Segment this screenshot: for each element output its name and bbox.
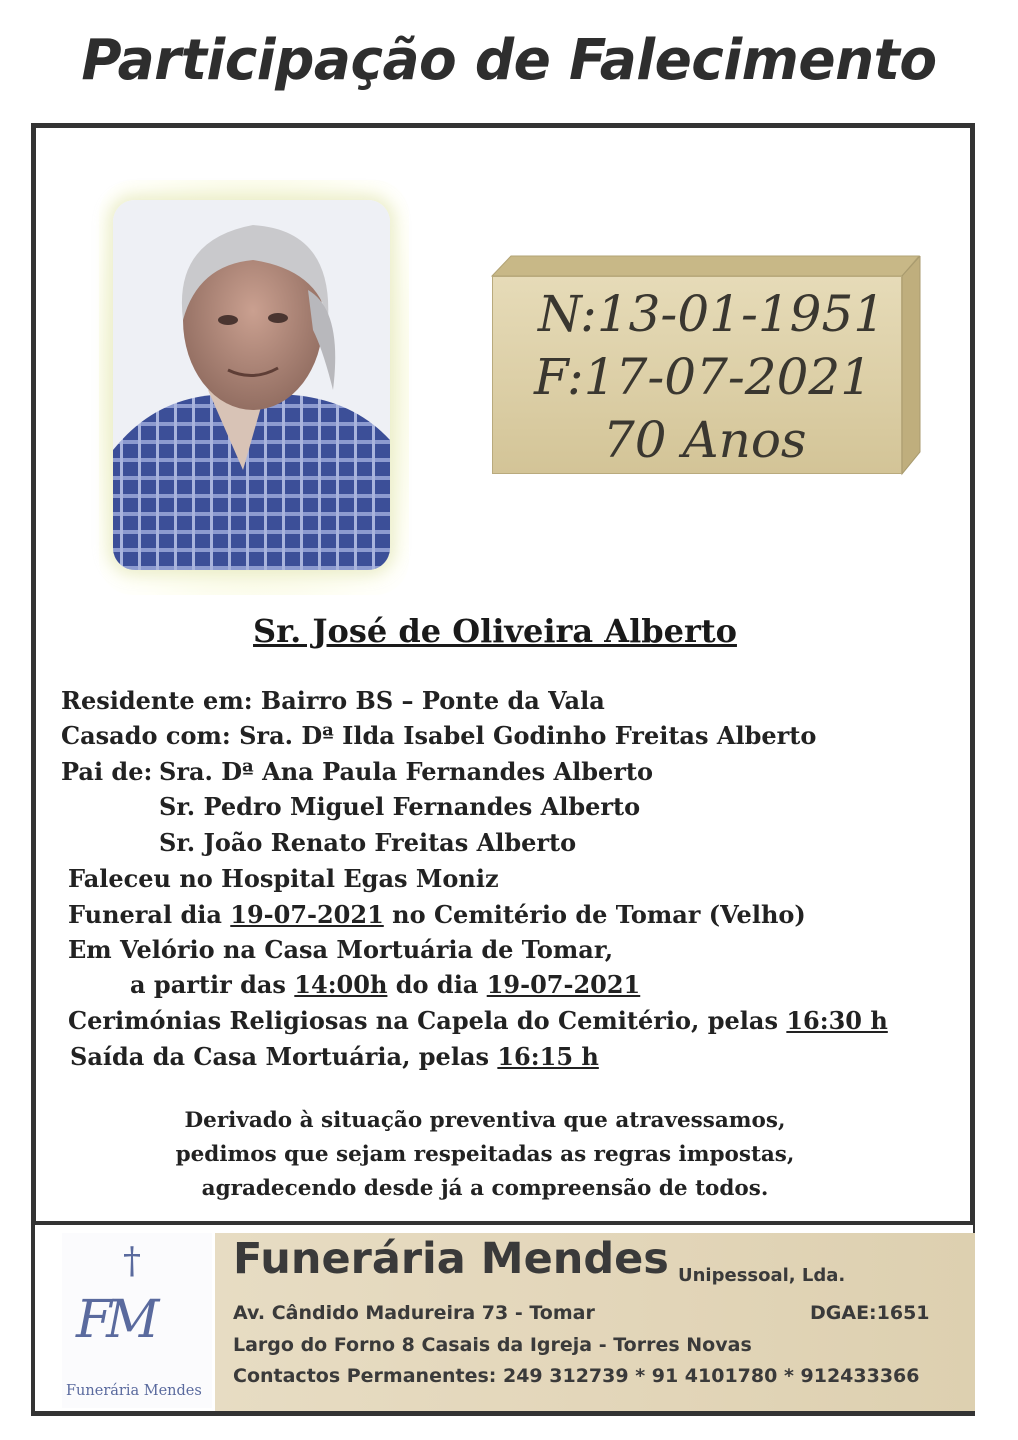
wake-date: 19-07-2021 bbox=[486, 970, 641, 999]
company-name: Funerária Mendes bbox=[233, 1234, 669, 1284]
notice-line-2: pedimos que sejam respeitadas as regras impostas, bbox=[175, 1142, 795, 1167]
funeral-prefix: Funeral dia bbox=[68, 900, 231, 929]
funeral-date: 19-07-2021 bbox=[230, 900, 384, 929]
portrait-photo bbox=[113, 200, 390, 570]
ceremony-time: 16:30 h bbox=[786, 1006, 888, 1035]
deceased-name: Sr. José de Oliveira Alberto bbox=[253, 612, 737, 650]
wake-prefix: a partir das bbox=[130, 970, 295, 999]
wake-middle: do dia bbox=[387, 970, 487, 999]
address-tomar: Av. Cândido Madureira 73 - Tomar bbox=[233, 1302, 595, 1324]
child-2: Sr. Pedro Miguel Fernandes Alberto bbox=[159, 792, 641, 821]
death-place-line: Faleceu no Hospital Egas Moniz bbox=[68, 864, 499, 893]
notice-line-1: Derivado à situação preventiva que atravessamos, bbox=[184, 1108, 786, 1133]
child-1: Sra. Dª Ana Paula Fernandes Alberto bbox=[159, 757, 654, 786]
wake-line: Em Velório na Casa Mortuária de Tomar, bbox=[68, 935, 614, 964]
death-date: F:17-07-2021 bbox=[534, 348, 873, 406]
children-label: Pai de: bbox=[61, 757, 153, 786]
company-suffix: Unipessoal, Lda. bbox=[678, 1265, 846, 1286]
address-torres-novas: Largo do Forno 8 Casais da Igreja - Torres Novas bbox=[233, 1334, 752, 1356]
ceremony-prefix: Cerimónias Religiosas na Capela do Cemitério, pelas bbox=[68, 1006, 787, 1035]
notice-line-3: agradecendo desde já a compreensão de todos. bbox=[201, 1176, 769, 1201]
funeral-suffix: no Cemitério de Tomar (Velho) bbox=[383, 900, 806, 929]
residence-line: Residente em: Bairro BS – Ponte da Vala bbox=[61, 686, 605, 715]
dgae-number: DGAE:1651 bbox=[810, 1302, 930, 1324]
wake-time: 14:00h bbox=[294, 970, 388, 999]
funeral-line bbox=[68, 900, 806, 929]
child-3: Sr. João Renato Freitas Alberto bbox=[159, 828, 577, 857]
departure-prefix: Saída da Casa Mortuária, pelas bbox=[70, 1042, 498, 1071]
birth-date: N:13-01-1951 bbox=[538, 285, 886, 343]
cross-icon: † bbox=[123, 1241, 141, 1282]
portrait-illustration bbox=[113, 200, 390, 570]
contacts-line: Contactos Permanentes: 249 312739 * 91 4101780 * 912433366 bbox=[233, 1365, 920, 1387]
page-title: Participação de Falecimento bbox=[81, 28, 937, 93]
age: 70 Anos bbox=[603, 411, 807, 469]
logo-name: Funerária Mendes bbox=[66, 1383, 202, 1399]
ceremony-line bbox=[68, 1006, 888, 1035]
spouse-line: Casado com: Sra. Dª Ilda Isabel Godinho Freitas Alberto bbox=[61, 721, 817, 750]
logo-monogram: FM bbox=[76, 1290, 154, 1350]
departure-time: 16:15 h bbox=[497, 1042, 599, 1071]
plaque-side bbox=[900, 256, 922, 476]
departure-line bbox=[70, 1042, 599, 1071]
wake-time-line bbox=[130, 970, 640, 999]
